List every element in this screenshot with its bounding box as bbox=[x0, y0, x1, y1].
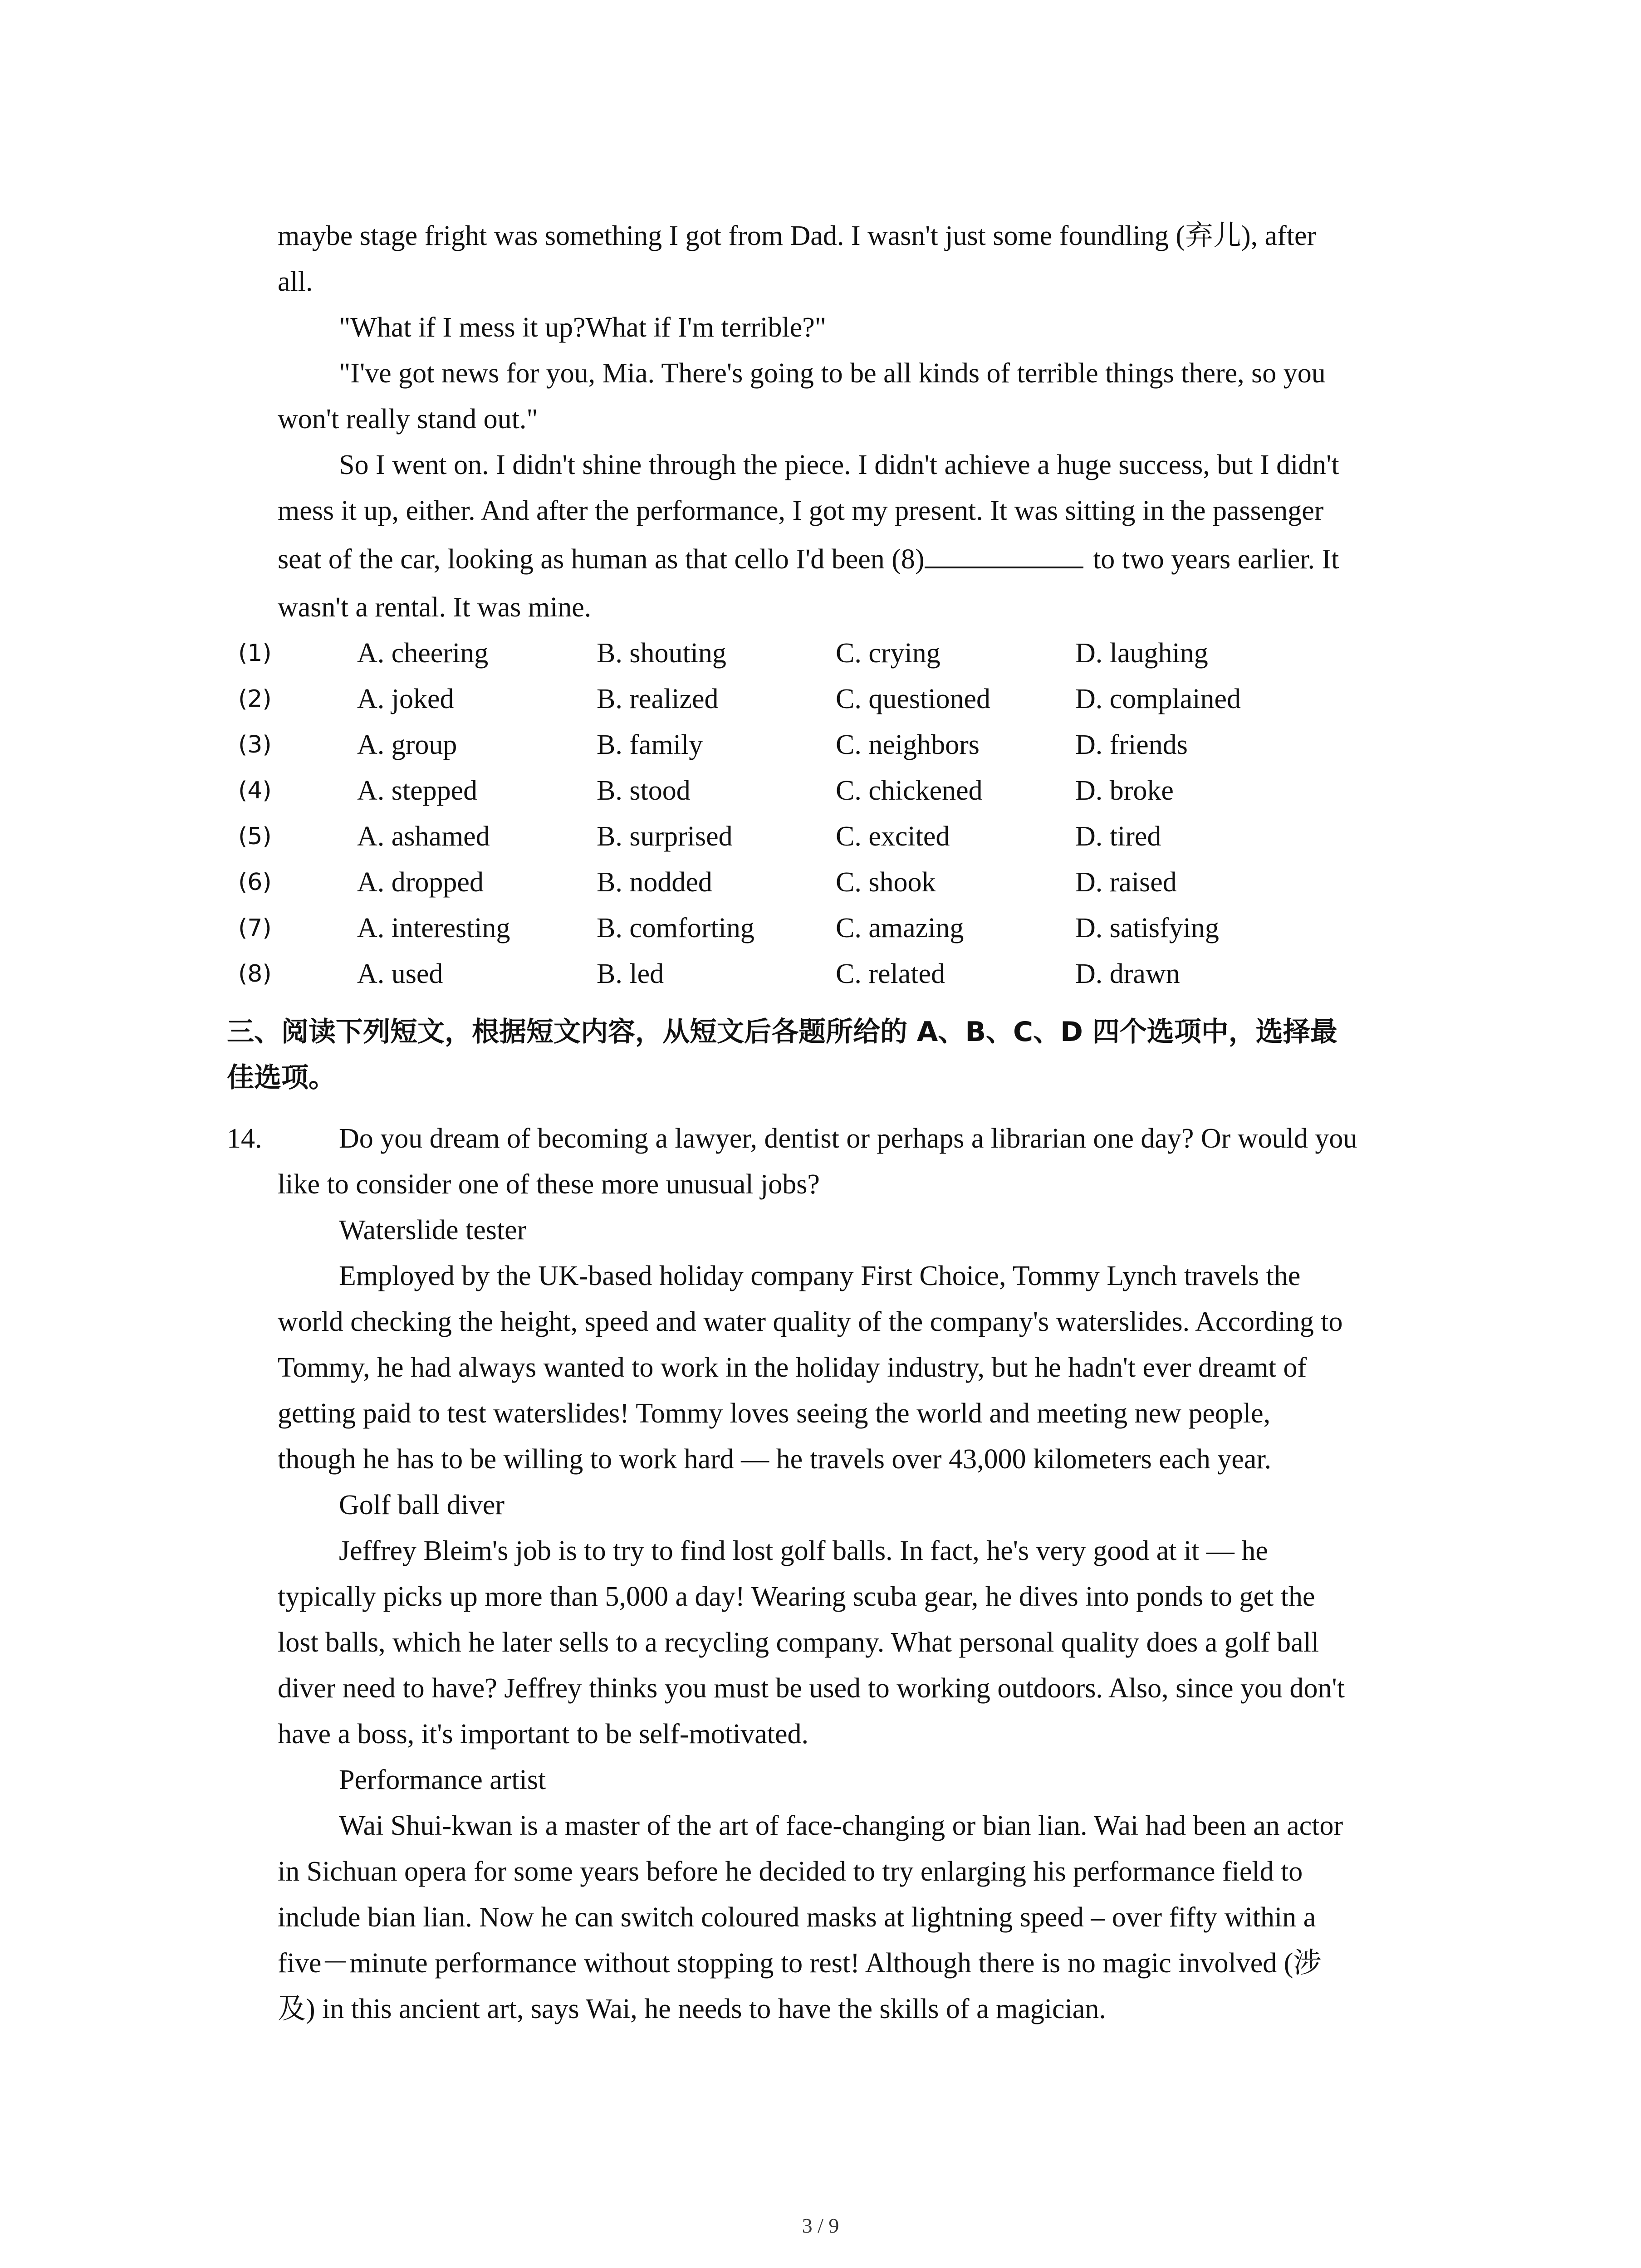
passage-line: Employed by the UK-based holiday company First Choice, Tommy Lynch travels the bbox=[339, 1261, 1301, 1291]
passage-continuation bbox=[278, 213, 1457, 631]
option-b: B. shouting bbox=[597, 638, 726, 669]
option-d: D. laughing bbox=[1075, 638, 1208, 669]
passage-text: to two years earlier. It bbox=[1086, 544, 1339, 575]
passage-line: Tommy, he had always wanted to work in the holiday industry, but he hadn't ever dreamt of bbox=[278, 1352, 1307, 1383]
option-c: C. shook bbox=[836, 867, 936, 898]
passage-line: maybe stage fright was something I got from Dad. I wasn't just some foundling (弃儿), after bbox=[278, 220, 1317, 251]
passage-line: So I went on. I didn't shine through the piece. I didn't achieve a huge success, but I didn't bbox=[339, 450, 1339, 480]
passage-quote: "What if I mess it up?What if I'm terrible?" bbox=[339, 312, 827, 343]
option-row bbox=[238, 951, 1418, 997]
passage-line: world checking the height, speed and water quality of the company's waterslides. According to bbox=[278, 1306, 1343, 1337]
passage-line: typically picks up more than 5,000 a day! Wearing scuba gear, he dives into ponds to get the bbox=[278, 1581, 1315, 1612]
option-b: B. led bbox=[597, 958, 664, 989]
option-c: C. neighbors bbox=[836, 729, 980, 760]
option-d: D. complained bbox=[1075, 684, 1241, 714]
passage-line: mess it up, either. And after the performance, I got my present. It was sitting in the passenger bbox=[278, 495, 1324, 526]
passage-line: Wai Shui-kwan is a master of the art of face-changing or bian lian. Wai had been an actor bbox=[339, 1810, 1343, 1841]
passage-line: Do you dream of becoming a lawyer, dentist or perhaps a librarian one day? Or would you bbox=[339, 1123, 1357, 1154]
passage-line: all. bbox=[278, 266, 313, 297]
option-number: (6) bbox=[238, 869, 272, 896]
passage-text: seat of the car, looking as human as that cello I'd been (8) bbox=[278, 544, 925, 575]
option-number: (7) bbox=[238, 914, 272, 942]
answer-blank bbox=[925, 541, 1083, 568]
passage-line: have a boss, it's important to be self-motivated. bbox=[278, 1719, 808, 1750]
passage-line: getting paid to test waterslides! Tommy loves seeing the world and meeting new people, bbox=[278, 1398, 1271, 1429]
passage-quote: "I've got news for you, Mia. There's going to be all kinds of terrible things there, so you bbox=[339, 358, 1326, 389]
passage-line: wasn't a rental. It was mine. bbox=[278, 592, 592, 623]
option-row bbox=[238, 905, 1418, 951]
option-d: D. friends bbox=[1075, 729, 1188, 760]
option-row bbox=[238, 860, 1418, 905]
question-number: 14. bbox=[227, 1123, 262, 1154]
options-list bbox=[238, 631, 1418, 997]
option-row bbox=[238, 631, 1418, 676]
option-c: C. crying bbox=[836, 638, 941, 669]
job-title: Golf ball diver bbox=[339, 1490, 505, 1520]
option-a: A. interesting bbox=[357, 913, 510, 943]
option-number: (8) bbox=[238, 960, 272, 987]
option-b: B. nodded bbox=[597, 867, 712, 898]
option-c: C. amazing bbox=[836, 913, 964, 943]
option-d: D. drawn bbox=[1075, 958, 1180, 989]
option-number: (5) bbox=[238, 823, 272, 850]
option-b: B. surprised bbox=[597, 821, 733, 852]
option-b: B. stood bbox=[597, 775, 691, 806]
option-row bbox=[238, 676, 1418, 722]
reading-passage bbox=[278, 1116, 1457, 2032]
passage-line: five－minute performance without stopping to rest! Although there is no magic involved (涉 bbox=[278, 1948, 1322, 1979]
option-b: B. family bbox=[597, 729, 703, 760]
option-a: A. cheering bbox=[357, 638, 489, 669]
option-c: C. related bbox=[836, 958, 945, 989]
option-d: D. raised bbox=[1075, 867, 1177, 898]
option-c: C. chickened bbox=[836, 775, 983, 806]
option-c: C. excited bbox=[836, 821, 950, 852]
passage-line: lost balls, which he later sells to a recycling company. What personal quality does a golf ball bbox=[278, 1627, 1319, 1658]
passage-line: diver need to have? Jeffrey thinks you must be used to working outdoors. Also, since you don't bbox=[278, 1673, 1345, 1704]
option-d: D. broke bbox=[1075, 775, 1174, 806]
passage-line: 及) in this ancient art, says Wai, he needs to have the skills of a magician. bbox=[278, 1994, 1106, 2024]
option-number: (1) bbox=[238, 640, 272, 667]
option-a: A. used bbox=[357, 958, 443, 989]
section-heading-line: 佳选项。 bbox=[227, 1062, 336, 1094]
section-heading-line: 三、阅读下列短文，根据短文内容，从短文后各题所给的 A、B、C、D 四个选项中，选择最 bbox=[227, 1016, 1337, 1048]
passage-line: though he has to be willing to work hard — he travels over 43,000 kilometers each year. bbox=[278, 1444, 1272, 1475]
option-number: (2) bbox=[238, 685, 272, 713]
passage-line: in Sichuan opera for some years before he decided to try enlarging his performance field to bbox=[278, 1856, 1303, 1887]
option-a: A. joked bbox=[357, 684, 454, 714]
option-a: A. dropped bbox=[357, 867, 484, 898]
option-a: A. group bbox=[357, 729, 457, 760]
option-c: C. questioned bbox=[836, 684, 990, 714]
job-title: Performance artist bbox=[339, 1765, 546, 1795]
option-a: A. ashamed bbox=[357, 821, 490, 852]
option-d: D. tired bbox=[1075, 821, 1161, 852]
passage-line: like to consider one of these more unusual jobs? bbox=[278, 1169, 820, 1200]
option-a: A. stepped bbox=[357, 775, 478, 806]
passage-quote: won't really stand out." bbox=[278, 404, 538, 435]
option-row bbox=[238, 814, 1418, 860]
job-title: Waterslide tester bbox=[339, 1215, 527, 1246]
option-row bbox=[238, 768, 1418, 814]
passage-line: Jeffrey Bleim's job is to try to find lost golf balls. In fact, he's very good at it — he bbox=[339, 1535, 1268, 1566]
option-number: (4) bbox=[238, 777, 272, 804]
option-b: B. comforting bbox=[597, 913, 754, 943]
page-number: 3 / 9 bbox=[802, 2214, 839, 2237]
passage-line-with-blank bbox=[278, 534, 1457, 585]
option-number: (3) bbox=[238, 731, 272, 758]
section-heading bbox=[227, 1009, 1461, 1101]
option-d: D. satisfying bbox=[1075, 913, 1219, 943]
passage-line: include bian lian. Now he can switch coloured masks at lightning speed – over fifty within a bbox=[278, 1902, 1316, 1933]
option-row bbox=[238, 722, 1418, 768]
option-b: B. realized bbox=[597, 684, 719, 714]
